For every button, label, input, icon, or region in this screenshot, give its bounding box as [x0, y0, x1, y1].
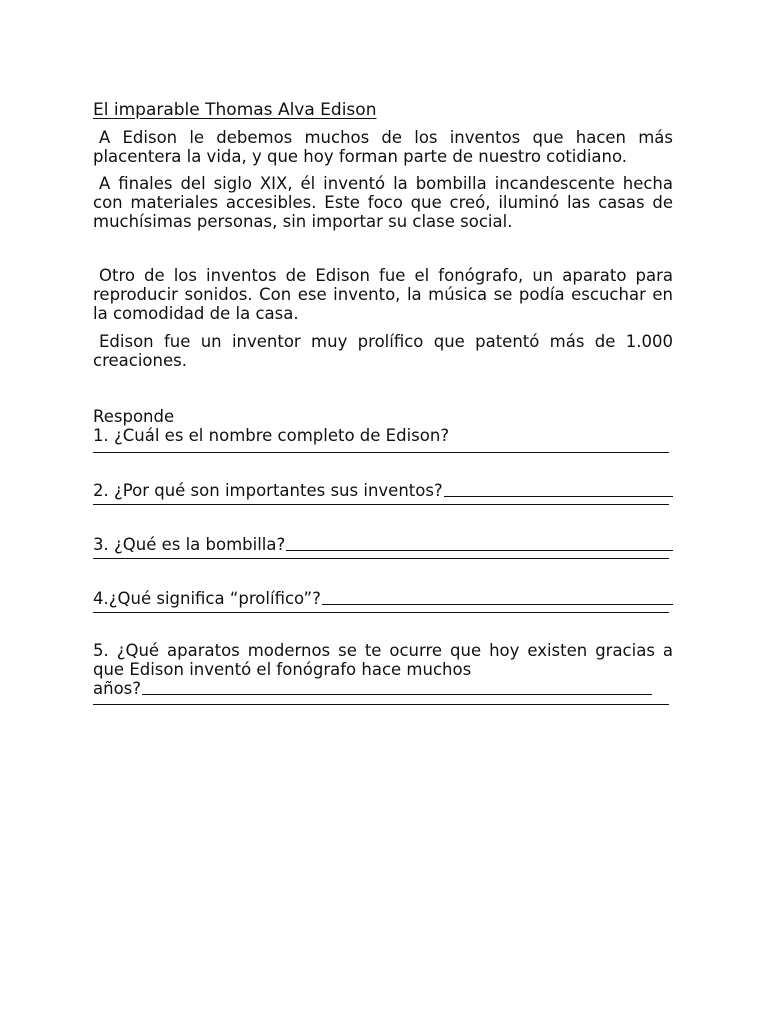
- answer-line-5[interactable]: [93, 704, 669, 705]
- answer-blank-5[interactable]: [142, 694, 652, 695]
- paragraph-2: A finales del siglo XIX, él inventó la bombilla incandescente hecha con materiales accesibles. Este foco que creó, iluminó las casas de muchísimas personas, sin importar su clase social.: [93, 174, 673, 231]
- responde-label: Responde: [93, 407, 175, 426]
- paragraph-4: Edison fue un inventor muy prolífico que patentó más de 1.000 creaciones.: [93, 332, 673, 370]
- question-2-row: [93, 481, 673, 500]
- answer-line-1[interactable]: [93, 452, 669, 453]
- question-5: 5. ¿Qué aparatos modernos se te ocurre que hoy existen gracias a que Edison inventó el fonógrafo hace muchos: [93, 641, 673, 679]
- question-2: 2. ¿Por qué son importantes sus inventos?: [93, 481, 443, 500]
- answer-blank-2[interactable]: [444, 496, 673, 497]
- worksheet-page: [93, 100, 673, 705]
- answer-line-2[interactable]: [93, 504, 669, 505]
- question-1: 1. ¿Cuál es el nombre completo de Edison?: [93, 426, 450, 445]
- question-4-row: [93, 589, 673, 608]
- paragraph-1: A Edison le debemos muchos de los inventos que hacen más placentera la vida, y que hoy forman parte de nuestro cotidiano.: [93, 128, 673, 166]
- question-5-row: [93, 679, 673, 698]
- paragraph-3: Otro de los inventos de Edison fue el fonógrafo, un aparato para reproducir sonidos. Con ese invento, la música se podía escuchar en la comodidad de la casa.: [93, 266, 673, 323]
- answer-line-4[interactable]: [93, 612, 669, 613]
- answer-blank-4[interactable]: [322, 604, 673, 605]
- question-4: 4.¿Qué significa “prolífico”?: [93, 589, 321, 608]
- questions-section: [93, 407, 673, 705]
- worksheet-title: El imparable Thomas Alva Edison: [93, 100, 377, 120]
- answer-line-3[interactable]: [93, 558, 669, 559]
- question-3: 3. ¿Qué es la bombilla?: [93, 535, 286, 554]
- question-5-end: años?: [93, 679, 142, 698]
- question-3-row: [93, 535, 673, 554]
- answer-blank-3[interactable]: [286, 550, 673, 551]
